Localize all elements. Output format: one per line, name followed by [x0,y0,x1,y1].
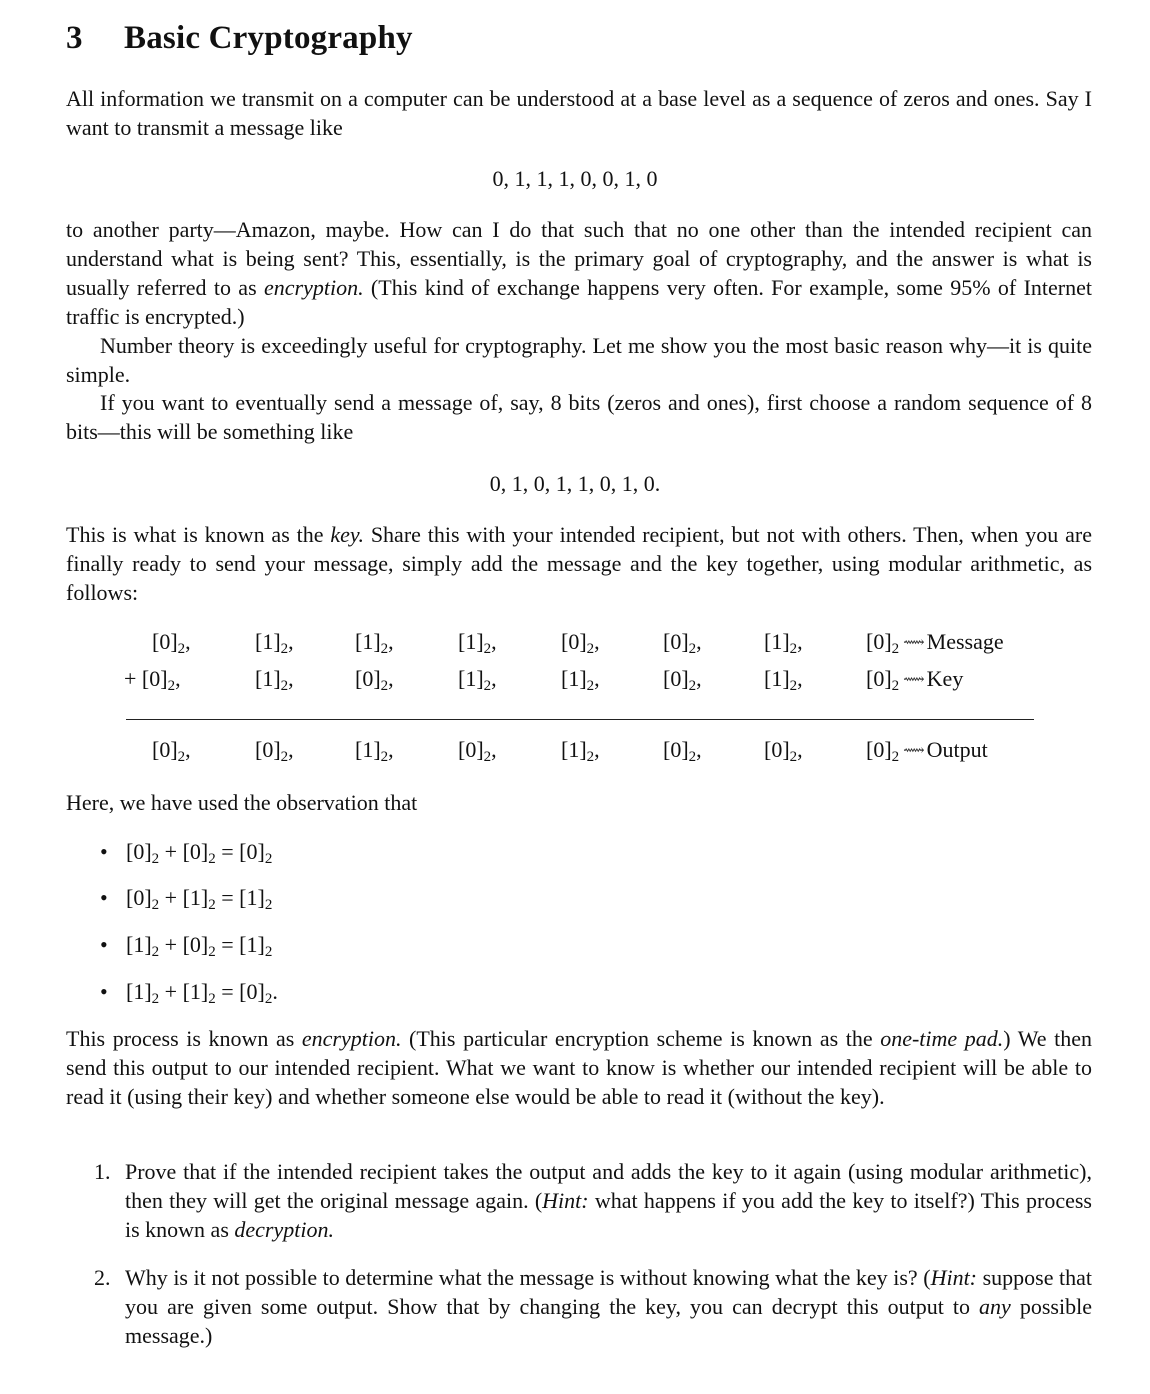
rule-list-item: • $[1]_2 + [0]_2 = [1]_2$ [100,932,273,960]
message-row-cell: $[0]_2$, [663,629,702,657]
paragraph-one-time-pad: This process is known as encryption. (This particular encryption scheme is known as the one-time pad.) We then send this output to our intended recipient. What we want to know is whether our intended recipient will be able to read it (using their key) and whether someone else would be able to read it (without the key). [66,1026,1092,1109]
rule-list-item: • $[1]_2 + [1]_2 = [0]_2$. [100,979,278,1007]
key-row-cell: $[1]_2$, [255,666,294,694]
modulus-subscript: 2 [177,749,186,765]
modulus-subscript: 2 [380,678,389,694]
output-row-cell: $[0]_2$, [458,737,497,765]
hint-label: Hint: [930,1265,978,1290]
modulus-subscript: 2 [264,897,273,913]
squiggle-arrow-icon: ⟿ [903,635,925,651]
rule-list-item: • $[0]_2 + [1]_2 = [1]_2$ [100,885,273,913]
term-one-time-pad: one-time pad. [880,1026,1004,1051]
modulus-subscript: 2 [891,678,900,694]
modulus-subscript: 2 [177,641,186,657]
paragraph-random-key: If you want to eventually send a message of, say, 8 bits (zeros and ones), first choose a random sequence of 8 bits—this will be something like [66,390,1092,444]
modulus-subscript: 2 [151,944,160,960]
exercise-item [94,1263,1092,1350]
output-row-cell: $[0]_2$, [663,737,702,765]
exercise-text-b: what happens if you add the key to itself?) This process is known as [125,1188,1092,1242]
modulus-subscript: 2 [151,851,160,867]
modulus-subscript: 2 [280,749,289,765]
message-row-cell: $[1]_2$, [458,629,497,657]
term-encryption: encryption. [263,275,364,300]
key-row-cell: + $[0]_2$, [124,666,181,694]
output-row-cell: $[1]_2$, [355,737,394,765]
modulus-subscript: 2 [789,678,798,694]
exercise-text [125,1263,1092,1350]
modulus-subscript: 2 [483,678,492,694]
paragraph-number-theory: Number theory is exceedingly useful for cryptography. Let me show you the most basic reason why—it is quite simple. [66,333,1092,387]
message-display: 0, 1, 1, 1, 0, 0, 1, 0 [492,166,658,191]
modulus-subscript: 2 [208,897,216,913]
exercise-text-b: suppose that you are given some output. Show that by changing the key, you can decrypt this output to [125,1265,1092,1319]
exercise-emphasis: decryption. [234,1217,334,1242]
hint-label: Hint: [542,1188,589,1213]
paragraph-key-definition: This is what is known as the key. Share this with your intended recipient, but not with others. Then, when you are finally ready to send your message, simply add the message and the key together, using modular arithmetic, as follows: [66,522,1092,605]
key-row-cell: $[1]_2$, [764,666,803,694]
key-row-label: Key [926,666,964,691]
exercise-number: 1. [94,1159,111,1184]
exercise-text-c: possible message.) [125,1294,1092,1348]
modulus-subscript: 2 [688,678,697,694]
modulus-subscript: 2 [151,991,160,1007]
message-row-cell: $[1]_2$, [255,629,294,657]
modulus-subscript: 2 [280,641,289,657]
modulus-subscript: 2 [151,897,160,913]
output-row-label: Output [926,737,988,762]
modulus-subscript: 2 [264,851,273,867]
section-number: 3 [66,20,83,56]
message-row-cell: $[0]_2$, [152,629,191,657]
term-key: key. [330,522,364,547]
modulus-subscript: 2 [586,678,595,694]
message-row-cell: $[0]_2$, [561,629,600,657]
modulus-subscript: 2 [264,991,273,1007]
output-row-cell: $[0]_2$ ⟿Output [866,737,988,765]
key-row-cell: $[0]_2$, [355,666,394,694]
modulus-subscript: 2 [380,749,389,765]
rule-list-item: • $[0]_2 + [0]_2 = [0]_2$ [100,839,273,867]
key-row-cell: $[1]_2$, [561,666,600,694]
exercise-emphasis: any [979,1294,1011,1319]
modulus-subscript: 2 [891,749,900,765]
bullet-icon: • [100,839,108,864]
paragraph-observation: Here, we have used the observation that [66,790,418,815]
exercise-item [94,1157,1092,1244]
message-row-cell: $[1]_2$, [355,629,394,657]
modulus-subscript: 2 [208,851,216,867]
bullet-icon: • [100,885,108,910]
exercise-text-a: Why is it not possible to determine what the message is without knowing what the key is? ( [125,1265,931,1290]
modulus-subscript: 2 [264,944,273,960]
modulus-subscript: 2 [483,749,492,765]
key-display: 0, 1, 0, 1, 1, 0, 1, 0. [489,471,661,496]
message-row-cell: $[1]_2$, [764,629,803,657]
modulus-subscript: 2 [208,944,216,960]
section-title: Basic Cryptography [124,20,413,56]
message-row-label: Message [926,629,1004,654]
modulus-subscript: 2 [483,641,492,657]
sum-rule-line [126,719,1034,720]
output-row-cell: $[0]_2$, [764,737,803,765]
message-row-cell: $[0]_2$ ⟿Message [866,629,1004,657]
modulus-subscript: 2 [789,749,798,765]
exercise-text [125,1157,1092,1244]
modulus-subscript: 2 [891,641,900,657]
output-row-cell: $[0]_2$, [255,737,294,765]
exercise-number: 2. [94,1265,111,1290]
bullet-icon: • [100,932,108,957]
plus-sign: + [124,666,137,691]
output-row-cell: $[0]_2$, [152,737,191,765]
section-heading [66,20,413,57]
paragraph-intro: All information we transmit on a computer can be understood at a base level as a sequence of zeros and ones. Say I want to transmit a message like [66,86,1092,140]
modulus-subscript: 2 [586,641,595,657]
key-row-cell: $[0]_2$ ⟿Key [866,666,964,694]
modulus-subscript: 2 [586,749,595,765]
modulus-subscript: 2 [280,678,289,694]
squiggle-arrow-icon: ⟿ [903,743,925,759]
key-row-cell: $[0]_2$, [663,666,702,694]
modulus-subscript: 2 [167,678,176,694]
modulus-subscript: 2 [688,749,697,765]
bullet-icon: • [100,979,108,1004]
modulus-subscript: 2 [789,641,798,657]
exercise-text-a: Prove that if the intended recipient takes the output and adds the key to it again (using modular arithmetic), then they will get the original message again. ( [125,1159,1092,1213]
modulus-subscript: 2 [380,641,389,657]
paragraph-goal: to another party—Amazon, maybe. How can I do that such that no one other than the intended recipient can understand what is being sent? This, essentially, is the primary goal of cryptography, and the answer is what is usually referred to as encryption. (This kind of exchange happens very often. For example, some 95% of Internet traffic is encrypted.) [66,217,1092,329]
output-row-cell: $[1]_2$, [561,737,600,765]
modulus-subscript: 2 [688,641,697,657]
squiggle-arrow-icon: ⟿ [903,672,925,688]
term-encryption-2: encryption. [301,1026,402,1051]
modulus-subscript: 2 [208,991,216,1007]
key-row-cell: $[1]_2$, [458,666,497,694]
